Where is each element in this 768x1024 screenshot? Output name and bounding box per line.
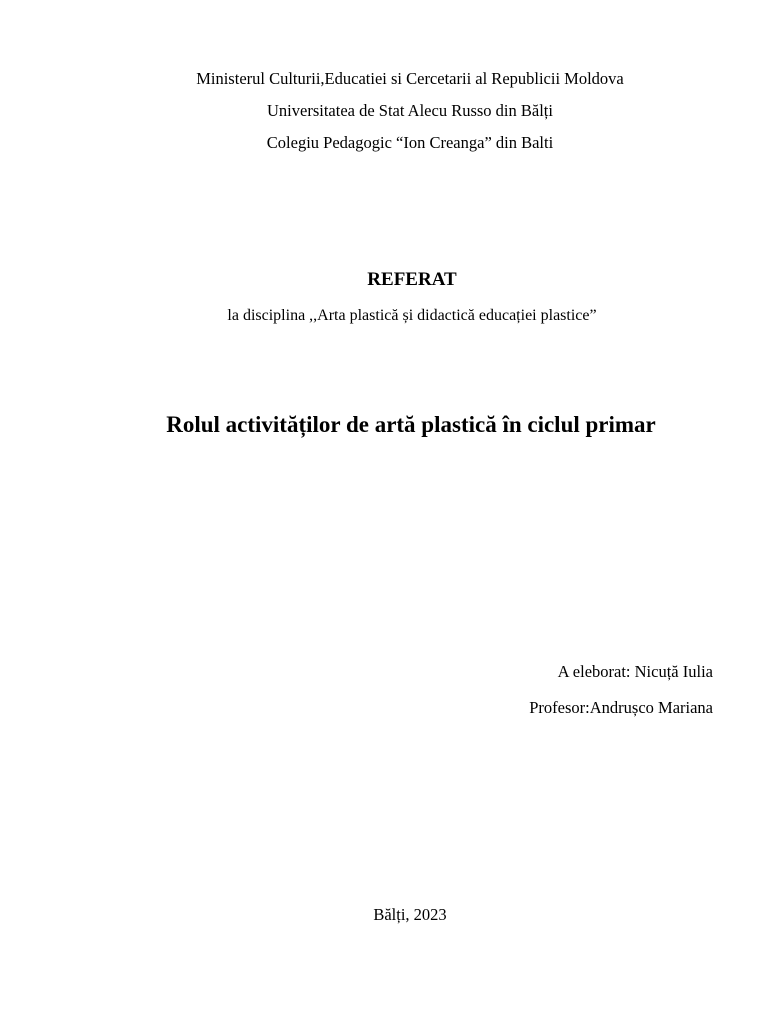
professor-line: Profesor:Andrușco Mariana [529, 698, 713, 717]
place-date: Bălți, 2023 [373, 905, 447, 924]
document-type-heading: REFERAT [367, 269, 457, 290]
document-title: Rolul activităților de artă plastică în ciclul primar [166, 412, 656, 437]
university-name: Universitatea de Stat Alecu Russo din Bălți [267, 101, 553, 120]
ministry-name: Ministerul Culturii,Educatiei si Cercetarii al Republicii Moldova [196, 69, 624, 88]
college-name: Colegiu Pedagogic “Ion Creanga” din Balti [266, 133, 554, 152]
discipline-line: la disciplina ,,Arta plastică și didactică educației plastice” [227, 307, 597, 324]
author-line: A eleborat: Nicuță Iulia [557, 662, 713, 681]
